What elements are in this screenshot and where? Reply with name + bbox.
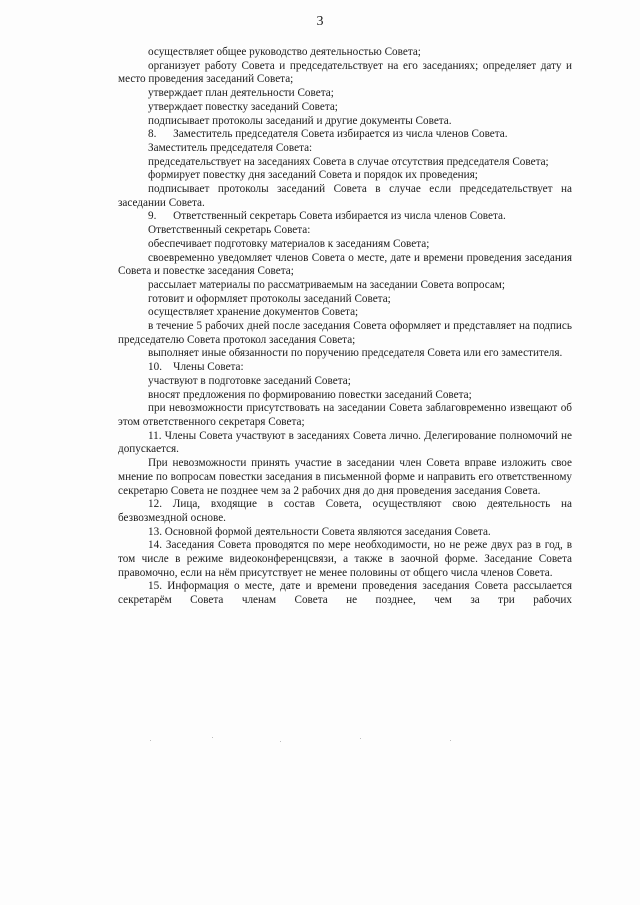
speckle: [150, 740, 151, 741]
scan-speckles: [150, 740, 550, 741]
paragraph-7: Заместитель председателя Совета:: [148, 141, 313, 154]
paragraph-17: осуществляет хранение документов Совета;: [148, 306, 359, 319]
paragraph-18: в течение 5 рабочих дней после заседания Совета оформляет и представляет на подпись председателю Совета протокол заседания Совета;: [118, 320, 572, 346]
paragraph-14: своевременно уведомляет членов Совета о месте, дате и времени проведения заседания Совета и повестке заседания Совета;: [118, 251, 572, 278]
paragraph-2: организует работу Совета и председательствует на его заседаниях; определяет дату и место проведения заседаний Совета;: [118, 59, 572, 86]
paragraph-19: выполняет иные обязанности по поручению председателя Совета или его заместителя.: [148, 347, 563, 360]
paragraph-23: при невозможности присутствовать на заседании Совета заблаговременно извещают об этом ответственного секретаря Совета;: [118, 402, 572, 428]
paragraph-25: При невозможности принять участие в заседании член Совета вправе изложить свое мнение по вопросам повестки заседания в письменной форме и направить его ответственному секретарю Совета не позднее чем за 2 рабочих дня до дня проведения заседания Совета.: [118, 457, 572, 497]
paragraph-16: готовит и оформляет протоколы заседаний Совета;: [148, 292, 391, 305]
paragraph-29: 15. Информация о месте, дате и времени проведения заседания Совета рассылается секретарём Совета членам Совета не позднее, чем за три рабочих: [118, 580, 572, 607]
paragraph-13: обеспечивает подготовку материалов к заседаниям Совета;: [148, 237, 430, 250]
speckle: [212, 737, 213, 738]
paragraph-27: 13. Основной формой деятельности Совета являются заседания Совета.: [148, 525, 491, 538]
paragraph-15: рассылает материалы по рассматриваемым на заседании Совета вопросам;: [148, 278, 505, 291]
speckle: [280, 741, 281, 742]
paragraph-9: формирует повестку дня заседаний Совета и порядок их проведения;: [148, 169, 478, 182]
paragraph-6: 8. Заместитель председателя Совета избирается из числа членов Совета.: [148, 128, 508, 141]
speckle: [360, 738, 361, 739]
paragraph-5: подписывает протоколы заседаний и другие документы Совета.: [148, 114, 452, 127]
paragraph-22: вносят предложения по формированию повестки заседаний Совета;: [148, 388, 472, 401]
paragraph-1: осуществляет общее руководство деятельностью Совета;: [148, 46, 421, 58]
paragraph-21: участвуют в подготовке заседаний Совета;: [148, 374, 351, 387]
paragraph-4: утверждает повестку заседаний Совета;: [148, 100, 338, 113]
document-body: [118, 46, 572, 608]
paragraph-3: утверждает план деятельности Совета;: [148, 87, 334, 100]
paragraph-20: 10. Члены Совета:: [148, 361, 244, 374]
page-number: 3: [316, 14, 324, 29]
paragraph-26: 12. Лица, входящие в состав Совета, осуществляют свою деятельность на безвозмездной основе.: [118, 498, 572, 524]
paragraph-8: председательствует на заседаниях Совета в случае отсутствия председателя Совета;: [148, 155, 549, 168]
paragraph-12: Ответственный секретарь Совета:: [148, 224, 311, 237]
paragraph-10: подписывает протоколы заседаний Совета в случае если председательствует на заседании Совета.: [118, 183, 572, 209]
paragraph-11: 9. Ответственный секретарь Совета избирается из числа членов Совета.: [148, 210, 506, 223]
paragraph-24: 11. Члены Совета участвуют в заседаниях Совета лично. Делегирование полномочий не допускается.: [118, 429, 572, 456]
paragraph-28: 14. Заседания Совета проводятся по мере необходимости, но не реже двух раз в год, в том числе в режиме видеоконференцсвязи, а также в заочной форме. Заседание Совета правомочно, если на нём присутствует не менее половины от общего числа членов Совета.: [118, 539, 572, 579]
speckle: [450, 740, 451, 741]
